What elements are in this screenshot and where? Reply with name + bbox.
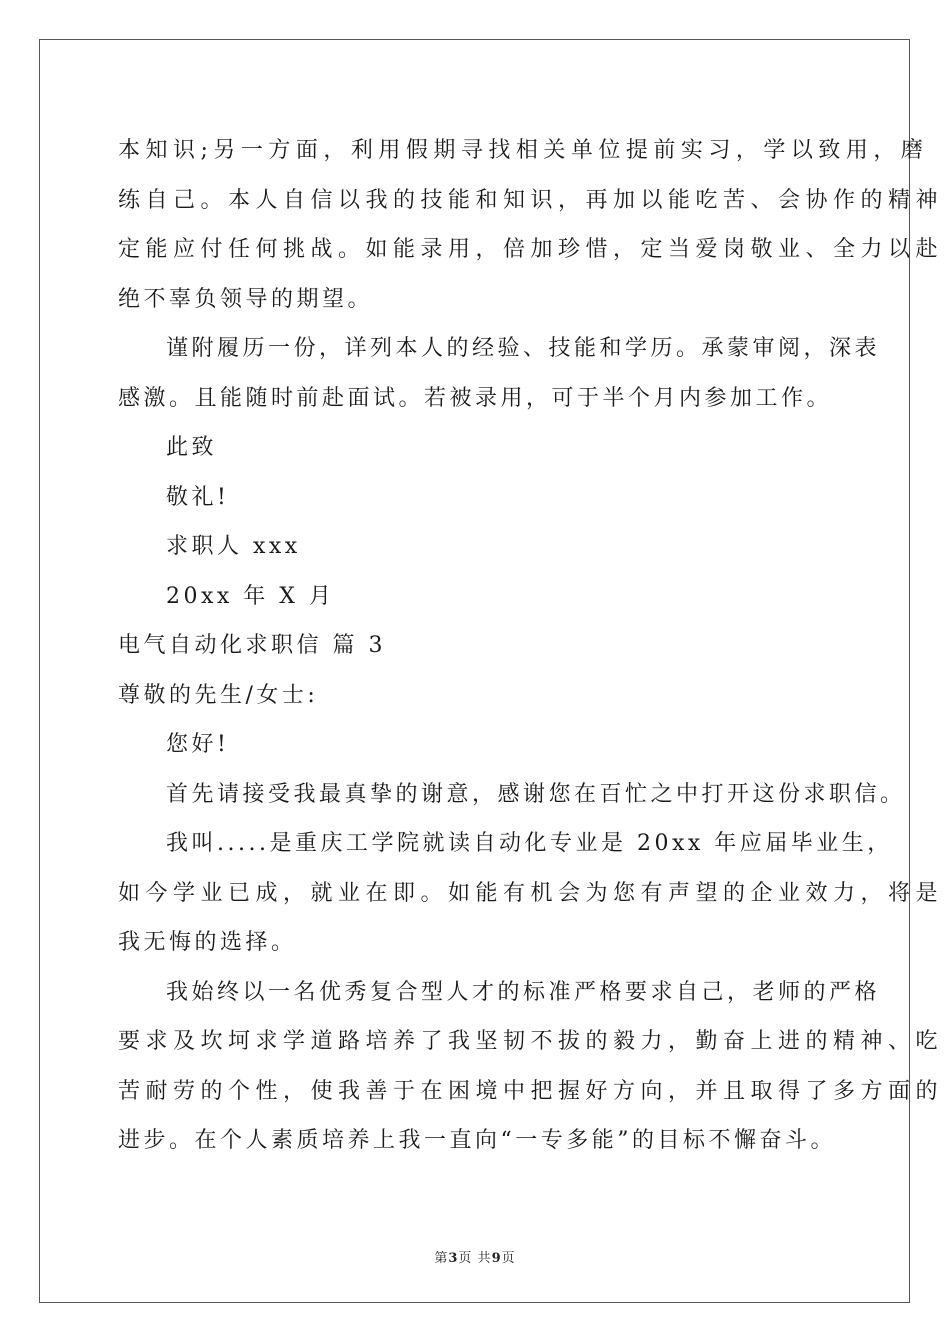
paragraph-line: 进步。在个人素质培养上我一直向“一专多能”的目标不懈奋斗。 bbox=[118, 1128, 836, 1153]
paragraph-line: 我叫.....是重庆工学院就读自动化专业是 20xx 年应届毕业生， bbox=[166, 831, 893, 856]
paragraph-line: 谨附履历一份，详列本人的经验、技能和学历。承蒙审阅，深表 bbox=[166, 336, 881, 361]
paragraph-line: 要求及坎坷求学道路培养了我坚韧不拔的毅力，勤奋上进的精神、吃 bbox=[118, 1029, 944, 1054]
paragraph-line: 苦耐劳的个性，使我善于在困境中把握好方向，并且取得了多方面的 bbox=[118, 1078, 944, 1104]
signature-date: 20xx 年 X 月 bbox=[166, 583, 335, 609]
document-body bbox=[118, 126, 944, 1166]
paragraph-line: 本知识;另一方面，利用假期寻找相关单位提前实习，学以致用，磨 bbox=[118, 138, 929, 163]
greeting: 尊敬的先生/女士: bbox=[118, 682, 319, 708]
greeting-hello: 您好! bbox=[166, 732, 230, 757]
paragraph-line: 定能应付任何挑战。如能录用，倍加珍惜，定当爱岗敬业、全力以赴 bbox=[118, 237, 944, 262]
paragraph-line: 绝不辜负领导的期望。 bbox=[118, 286, 374, 312]
paragraph-line: 我无悔的选择。 bbox=[118, 930, 297, 955]
footer-current-page: 3 bbox=[448, 1251, 459, 1266]
paragraph-line: 首先请接受我最真挚的谢意，感谢您在百忙之中打开这份求职信。 bbox=[166, 781, 906, 807]
signature-name: 求职人 xxx bbox=[166, 534, 301, 559]
page-footer bbox=[0, 1247, 950, 1266]
section-heading: 电气自动化求职信 篇 3 bbox=[118, 633, 386, 658]
footer-suffix: 页 bbox=[501, 1251, 516, 1266]
paragraph-line: 我始终以一名优秀复合型人才的标准严格要求自己，老师的严格 bbox=[166, 979, 881, 1005]
footer-total-pages: 9 bbox=[491, 1251, 502, 1266]
paragraph-line: 如今学业已成，就业在即。如能有机会为您有声望的企业效力，将是 bbox=[118, 880, 944, 906]
paragraph-line: 感激。且能随时前赴面试。若被录用，可于半个月内参加工作。 bbox=[118, 385, 833, 411]
footer-middle: 页 共 bbox=[458, 1251, 492, 1266]
footer-prefix: 第 bbox=[434, 1251, 449, 1266]
closing-salutation: 此致 bbox=[166, 435, 218, 460]
closing-regards: 敬礼! bbox=[166, 484, 230, 510]
paragraph-line: 练自己。本人自信以我的技能和知识，再加以能吃苦、会协作的精神 bbox=[118, 187, 944, 213]
